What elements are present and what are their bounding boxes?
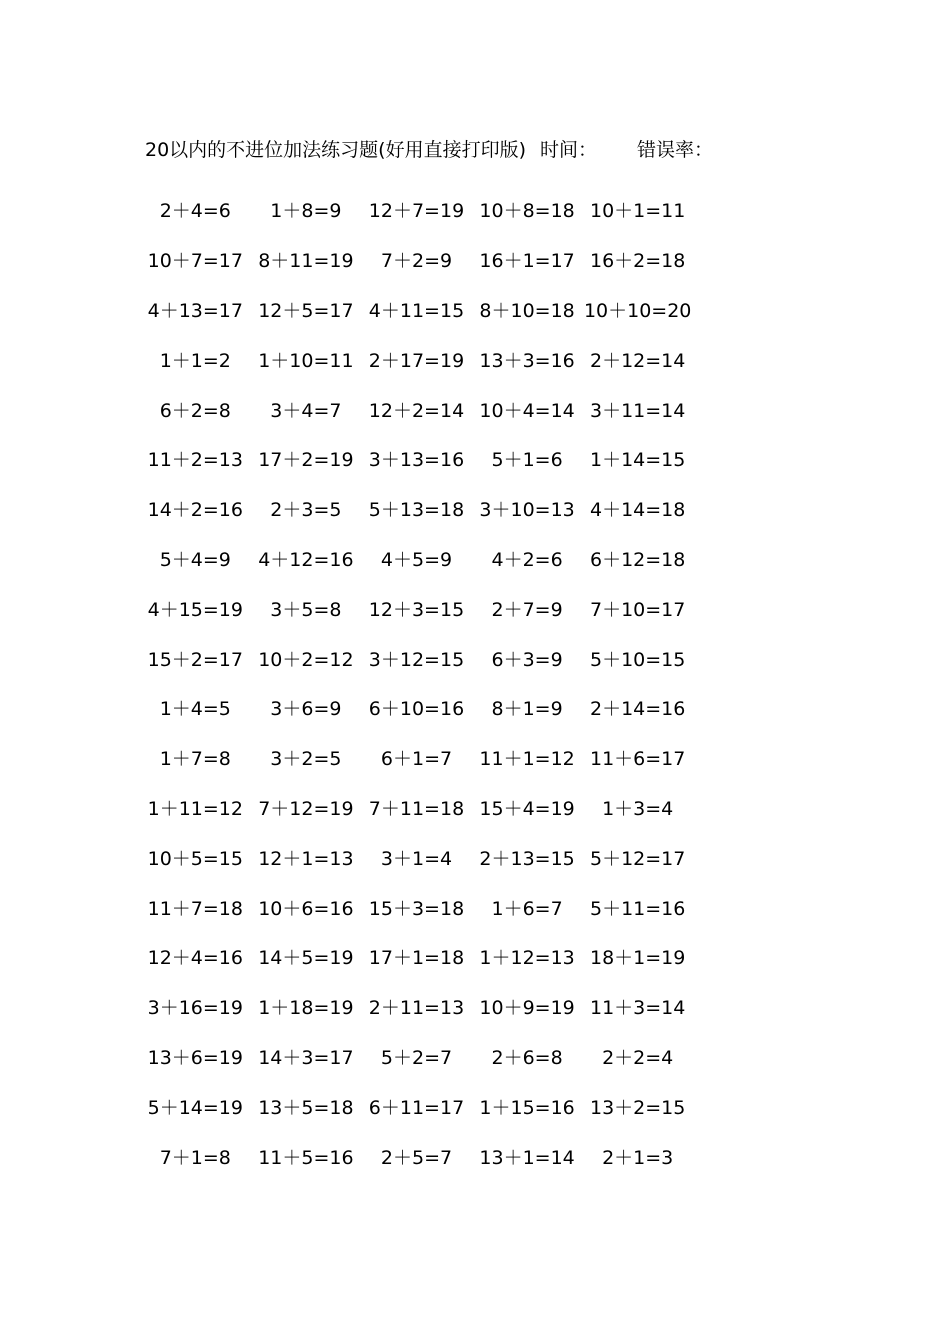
problem-row: [140, 683, 720, 733]
addition-problem: 2＋6=8: [491, 1046, 563, 1069]
addition-problem: 7＋11=18: [368, 797, 465, 820]
addition-problem: 2＋12=14: [589, 349, 686, 372]
addition-problem: 5＋14=19: [147, 1096, 243, 1119]
addition-problem: 4＋5=9: [380, 548, 453, 571]
addition-problem: 10＋9=19: [479, 997, 575, 1020]
addition-problem: 13＋3=16: [479, 349, 575, 372]
addition-problem: 2＋14=16: [589, 698, 686, 721]
addition-problem: 5＋2=7: [380, 1046, 453, 1069]
problem-row: [140, 384, 720, 434]
addition-problem: 3＋12=15: [368, 648, 465, 671]
problem-row: [140, 583, 720, 633]
addition-problem: 1＋8=9: [270, 200, 342, 223]
addition-problem: 6＋2=8: [159, 399, 231, 422]
addition-problem: 3＋4=7: [270, 399, 342, 422]
addition-problem: 14＋5=19: [258, 947, 354, 970]
addition-problem: 4＋11=15: [368, 299, 465, 322]
addition-problem: 8＋11=19: [258, 250, 354, 273]
addition-problem: 12＋1=13: [258, 847, 354, 870]
addition-problem: 12＋2=14: [368, 399, 465, 422]
addition-problem: 3＋13=16: [368, 449, 465, 472]
addition-problem: 6＋10=16: [368, 698, 465, 721]
worksheet-title: 20以内的不进位加法练习题(好用直接打印版): [145, 139, 527, 161]
addition-problem: 12＋5=17: [258, 299, 354, 322]
addition-problem: 1＋1=2: [159, 349, 231, 372]
addition-problem: 4＋13=17: [147, 299, 243, 322]
addition-problem: 2＋2=4: [602, 1046, 674, 1069]
addition-problem: 10＋7=17: [147, 250, 243, 273]
problem-row: [140, 982, 720, 1032]
addition-problem: 6＋12=18: [589, 548, 686, 571]
addition-problem: 14＋2=16: [147, 499, 243, 522]
addition-problem: 5＋12=17: [589, 847, 686, 870]
problem-row: [140, 1131, 720, 1181]
addition-problem: 11＋3=14: [589, 997, 686, 1020]
addition-problem: 17＋1=18: [368, 947, 465, 970]
addition-problem: 3＋2=5: [270, 748, 342, 771]
addition-problem: 7＋2=9: [380, 250, 453, 273]
problem-row: [140, 1032, 720, 1082]
addition-problem: 8＋10=18: [479, 299, 575, 322]
problem-row: [140, 882, 720, 932]
addition-problem: 3＋5=8: [270, 598, 342, 621]
addition-problem: 11＋2=13: [147, 449, 243, 472]
addition-problem: 4＋2=6: [491, 548, 563, 571]
addition-problem: 16＋1=17: [479, 250, 575, 273]
addition-problem: 7＋12=19: [258, 797, 354, 820]
addition-problem: 3＋16=19: [147, 997, 243, 1020]
addition-problem: 5＋11=16: [589, 897, 686, 920]
worksheet-header: [145, 136, 713, 164]
problem-row: [140, 832, 720, 882]
addition-problem: 4＋14=18: [589, 499, 686, 522]
addition-problem: 11＋5=16: [258, 1146, 354, 1169]
addition-problem: 4＋12=16: [258, 548, 354, 571]
addition-problem: 1＋18=19: [258, 997, 354, 1020]
addition-problem: 10＋5=15: [147, 847, 243, 870]
addition-problem: 2＋11=13: [368, 997, 465, 1020]
problem-row: [140, 1081, 720, 1131]
addition-problem: 11＋7=18: [147, 897, 243, 920]
addition-problem: 7＋10=17: [589, 598, 686, 621]
addition-problem: 2＋5=7: [380, 1146, 453, 1169]
addition-problem: 2＋7=9: [491, 598, 563, 621]
addition-problem: 6＋3=9: [491, 648, 563, 671]
problem-row: [140, 235, 720, 285]
addition-problem: 10＋4=14: [479, 399, 575, 422]
addition-problem: 11＋1=12: [479, 748, 575, 771]
problem-row: [140, 932, 720, 982]
addition-problem: 10＋10=20: [583, 299, 692, 322]
problem-row: [140, 484, 720, 534]
addition-problem: 12＋4=16: [147, 947, 243, 970]
problem-row: [140, 334, 720, 384]
addition-problem: 2＋4=6: [159, 200, 231, 223]
addition-problem: 1＋11=12: [147, 797, 243, 820]
problem-row: [140, 534, 720, 584]
addition-problem: 1＋7=8: [159, 748, 231, 771]
addition-problem: 14＋3=17: [258, 1046, 354, 1069]
addition-problem: 17＋2=19: [258, 449, 354, 472]
problem-row: [140, 783, 720, 833]
addition-problem: 10＋6=16: [258, 897, 354, 920]
addition-problem: 6＋1=7: [380, 748, 453, 771]
time-label: 时间：: [540, 139, 598, 161]
addition-problem: 15＋4=19: [479, 797, 575, 820]
addition-problem: 8＋1=9: [491, 698, 563, 721]
addition-problem: 7＋1=8: [159, 1146, 231, 1169]
problem-row: [140, 434, 720, 484]
addition-problem: 13＋6=19: [147, 1046, 243, 1069]
addition-problem: 10＋2=12: [258, 648, 354, 671]
addition-problem: 3＋10=13: [479, 499, 575, 522]
addition-problem: 15＋2=17: [147, 648, 243, 671]
addition-problem: 2＋13=15: [479, 847, 575, 870]
addition-problem: 5＋4=9: [159, 548, 231, 571]
addition-problem: 1＋12=13: [479, 947, 575, 970]
addition-problem: 5＋10=15: [589, 648, 686, 671]
addition-problem: 3＋11=14: [589, 399, 686, 422]
addition-problem: 11＋6=17: [589, 748, 686, 771]
problem-row: [140, 185, 720, 235]
addition-problem: 13＋5=18: [258, 1096, 354, 1119]
addition-problem: 13＋2=15: [589, 1096, 686, 1119]
addition-problem: 10＋1=11: [589, 200, 686, 223]
addition-problem: 2＋17=19: [368, 349, 465, 372]
addition-problem: 1＋15=16: [479, 1096, 575, 1119]
addition-problem: 16＋2=18: [589, 250, 686, 273]
addition-problem: 1＋4=5: [159, 698, 231, 721]
addition-problem: 6＋11=17: [368, 1096, 465, 1119]
problem-row: [140, 285, 720, 335]
addition-problem: 13＋1=14: [479, 1146, 575, 1169]
addition-problem: 5＋13=18: [368, 499, 465, 522]
addition-problem: 3＋1=4: [380, 847, 453, 870]
addition-problem: 5＋1=6: [491, 449, 563, 472]
addition-problem: 4＋15=19: [147, 598, 243, 621]
addition-problem: 12＋7=19: [368, 200, 465, 223]
addition-problem: 18＋1=19: [589, 947, 686, 970]
addition-problem: 15＋3=18: [368, 897, 465, 920]
addition-problem: 12＋3=15: [368, 598, 465, 621]
addition-problem: 3＋6=9: [270, 698, 342, 721]
problem-row: [140, 633, 720, 683]
addition-problem: 10＋8=18: [479, 200, 575, 223]
addition-problem: 1＋6=7: [491, 897, 563, 920]
addition-problem: 1＋14=15: [589, 449, 686, 472]
problem-row: [140, 733, 720, 783]
addition-problem: 2＋1=3: [602, 1146, 674, 1169]
addition-problem: 1＋3=4: [602, 797, 674, 820]
addition-problem: 2＋3=5: [270, 499, 342, 522]
addition-problem: 1＋10=11: [258, 349, 354, 372]
problem-grid: [140, 185, 720, 1181]
error-rate-label: 错误率：: [637, 139, 714, 161]
